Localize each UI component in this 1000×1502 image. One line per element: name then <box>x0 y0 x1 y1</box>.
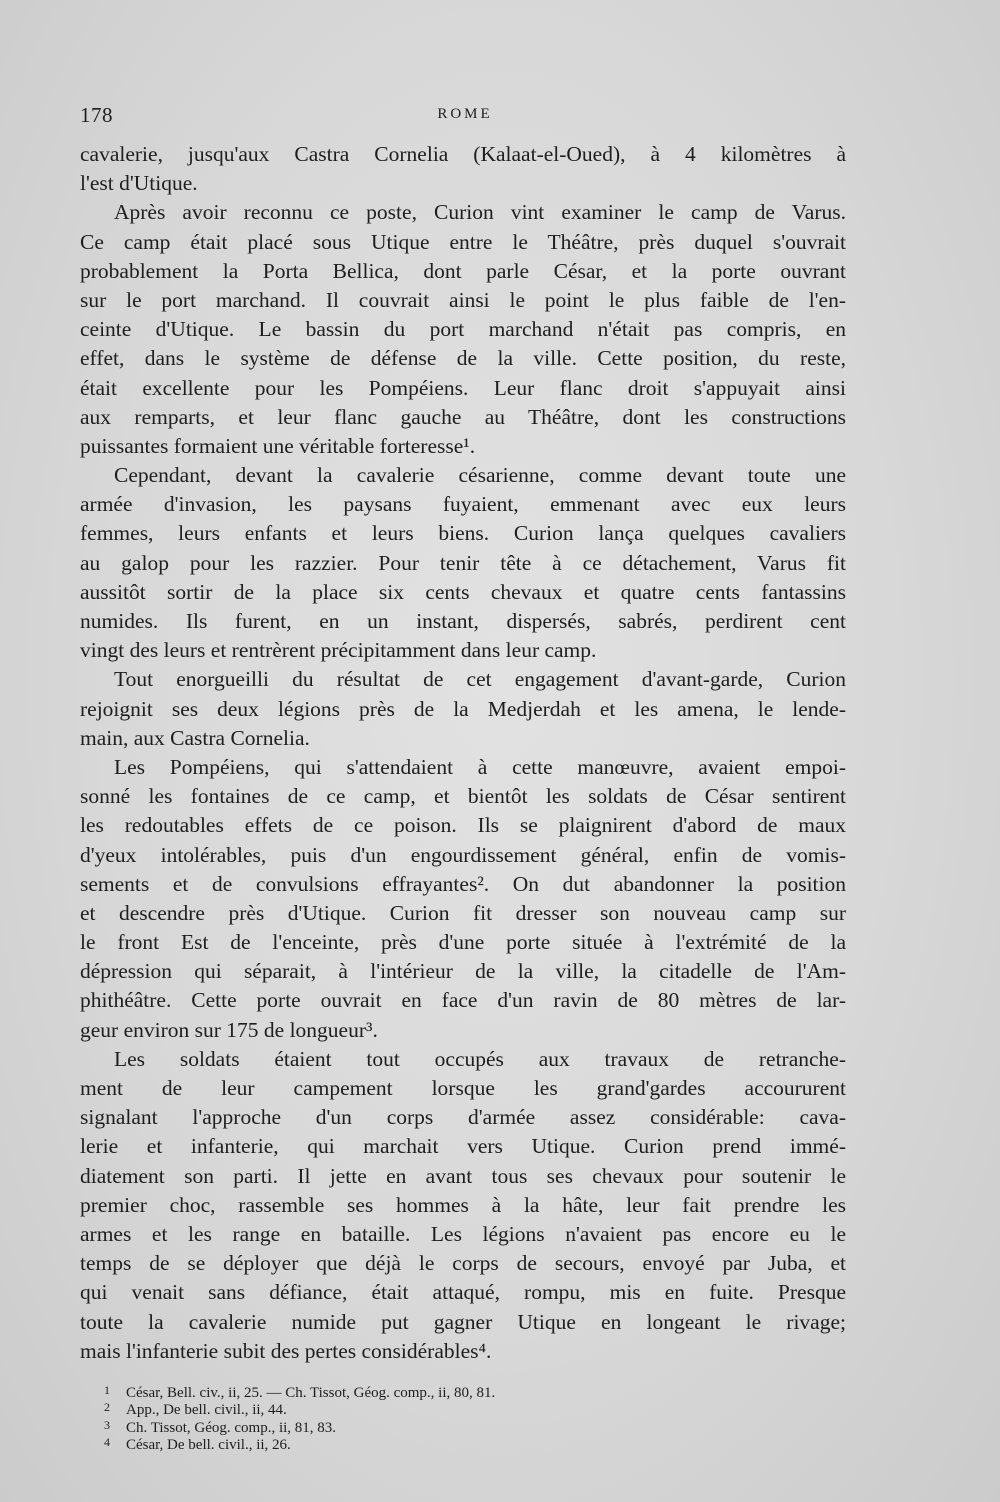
text-line: femmes, leurs enfants et leurs biens. Curion lança quelques cavaliers <box>80 521 846 546</box>
footnote <box>104 1399 704 1419</box>
text-line: d'yeux intolérables, puis d'un engourdissement général, enfin de vomis- <box>80 842 846 867</box>
footnote-number: 1 <box>104 1383 110 1397</box>
footnote <box>104 1417 704 1434</box>
text-line: ment de leur campement lorsque les grand'gardes accoururent <box>80 1076 846 1100</box>
footnote-text: César, De bell. civil., ii, 26. <box>126 1437 291 1454</box>
text-line: sur le port marchand. Il couvrait ainsi le point le plus faible de l'en- <box>80 287 846 312</box>
text-line: mais l'infanterie subit des pertes considérables⁴. <box>80 1338 492 1363</box>
text-line: geur environ sur 175 de longueur³. <box>80 1017 378 1042</box>
text-line: temps de se déployer que déjà le corps de secours, envoyé par Juba, et <box>80 1251 846 1276</box>
text-line: phithéâtre. Cette porte ouvrait en face d'un ravin de 80 mètres de lar- <box>80 988 846 1013</box>
text-line: sonné les fontaines de ce camp, et bientôt les soldats de César sentirent <box>80 784 846 809</box>
text-line: armes et les range en bataille. Les légions n'avaient pas encore eu le <box>80 1221 846 1246</box>
footnote-number: 2 <box>104 1400 110 1415</box>
text-line: signalant l'approche d'un corps d'armée assez considérable: cava- <box>80 1105 846 1130</box>
text-line: dépression qui séparait, à l'intérieur de la ville, la citadelle de l'Am- <box>80 959 846 984</box>
text-line: aussitôt sortir de la place six cents chevaux et quatre cents fantassins <box>80 579 846 604</box>
text-line: puissantes formaient une véritable forteresse¹. <box>80 433 476 458</box>
text-line: numides. Ils furent, en un instant, dispersés, sabrés, perdirent cent <box>80 609 846 633</box>
footnote-number: 4 <box>104 1435 110 1450</box>
text-line: ceinte d'Utique. Le bassin du port marchand n'était pas compris, en <box>80 317 846 342</box>
page-number: 178 <box>80 103 113 127</box>
text-line: sements et de convulsions effrayantes². On dut abandonner la position <box>80 871 846 896</box>
footnote <box>104 1382 704 1399</box>
running-head: ROME <box>437 106 493 122</box>
text-line: l'est d'Utique. <box>80 171 198 196</box>
page-header <box>80 103 850 133</box>
text-line: Les soldats étaient tout occupés aux travaux de retranche- <box>114 1046 846 1071</box>
text-line: armée d'invasion, les paysans fuyaient, emmenant avec eux leurs <box>80 492 846 517</box>
text-line: lerie et infanterie, qui marchait vers Utique. Curion prend immé- <box>80 1134 846 1159</box>
text-line: cavalerie, jusqu'aux Castra Cornelia (Kalaat-el-Oued), à 4 kilomètres à <box>80 142 846 166</box>
text-line: qui venait sans défiance, était attaqué, rompu, mis en fuite. Presque <box>80 1280 846 1305</box>
footnote <box>104 1434 704 1454</box>
text-line: Cependant, devant la cavalerie césarienne, comme devant toute une <box>114 463 846 488</box>
footnote-text: Ch. Tissot, Géog. comp., ii, 81, 83. <box>126 1419 337 1436</box>
footnotes <box>104 1382 704 1452</box>
text-line: probablement la Porta Bellica, dont parle César, et la porte ouvrant <box>80 258 846 283</box>
body-text <box>80 140 846 1366</box>
text-line: Ce camp était placé sous Utique entre le Théâtre, près duquel s'ouvrait <box>80 229 846 254</box>
text-line: Après avoir reconnu ce poste, Curion vint examiner le camp de Varus. <box>114 200 846 225</box>
text-line: les redoutables effets de ce poison. Ils se plaignirent d'abord de maux <box>80 813 846 838</box>
text-line: rejoignit ses deux légions près de la Medjerdah et les amena, le lende- <box>80 696 846 721</box>
text-line: toute la cavalerie numide put gagner Utique en longeant le rivage; <box>80 1309 846 1334</box>
text-line: aux remparts, et leur flanc gauche au Théâtre, dont les constructions <box>80 404 846 429</box>
text-line: le front Est de l'enceinte, près d'une porte située à l'extrémité de la <box>80 930 846 955</box>
text-line: diatement son parti. Il jette en avant tous ses chevaux pour soutenir le <box>80 1163 846 1188</box>
text-line: premier choc, rassemble ses hommes à la hâte, leur fait prendre les <box>80 1192 846 1217</box>
text-line: effet, dans le système de défense de la ville. Cette position, du reste, <box>80 346 846 371</box>
footnote-text: César, Bell. civ., ii, 25. — Ch. Tissot, Géog. comp., ii, 80, 81. <box>126 1385 496 1401</box>
text-line: au galop pour les razzier. Pour tenir tête à ce détachement, Varus fit <box>80 550 846 575</box>
text-line: main, aux Castra Cornelia. <box>80 725 310 750</box>
footnote-text: App., De bell. civil., ii, 44. <box>126 1402 287 1419</box>
text-line: vingt des leurs et rentrèrent précipitamment dans leur camp. <box>80 638 597 663</box>
text-line: Tout enorgueilli du résultat de cet engagement d'avant-garde, Curion <box>114 667 846 692</box>
footnote-number: 3 <box>104 1417 110 1432</box>
text-line: était excellente pour les Pompéiens. Leur flanc droit s'appuyait ainsi <box>80 375 846 400</box>
text-line: et descendre près d'Utique. Curion fit dresser son nouveau camp sur <box>80 900 846 925</box>
text-line: Les Pompéiens, qui s'attendaient à cette manœuvre, avaient empoi- <box>114 754 846 779</box>
